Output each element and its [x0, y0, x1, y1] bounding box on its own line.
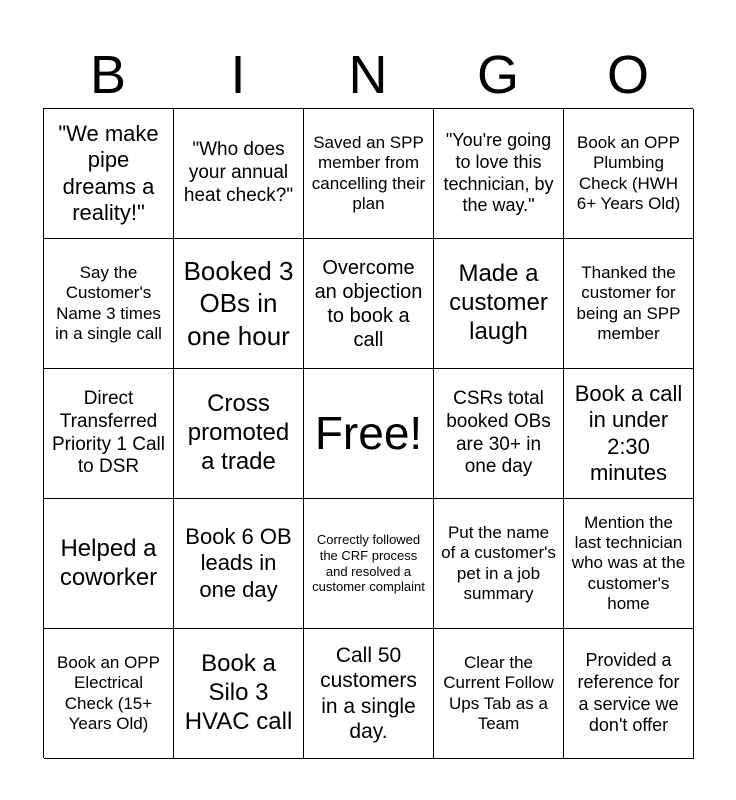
cell-text: Book a call in under 2:30 minutes — [574, 380, 683, 485]
cell-text: "You're going to love this technician, by the way." — [443, 130, 554, 216]
bingo-cell[interactable] — [174, 239, 304, 369]
bingo-cell[interactable] — [434, 629, 564, 759]
cell-text: Mention the last technician who was at the customer's home — [571, 512, 686, 614]
title-letter-b: B — [89, 45, 127, 105]
bingo-cell[interactable] — [564, 239, 694, 369]
cell-text: Call 50 customers in a single day. — [320, 644, 417, 743]
cell-text: Book 6 OB leads in one day — [185, 523, 292, 602]
cell-text: "Who does your annual heat check?" — [183, 139, 294, 206]
bingo-title — [43, 42, 693, 108]
cell-text: Provided a reference for a service we don't offer — [577, 650, 680, 736]
cell-text: Thanked the customer for being an SPP member — [576, 262, 681, 343]
bingo-cell[interactable] — [304, 239, 434, 369]
bingo-cell[interactable] — [44, 369, 174, 499]
bingo-board — [43, 108, 693, 758]
free-space-label: Free! — [314, 406, 423, 459]
cell-text: Helped a coworker — [59, 534, 158, 591]
bingo-cell[interactable] — [564, 629, 694, 759]
bingo-cell[interactable] — [304, 109, 434, 239]
cell-text: Booked 3 OBs in one hour — [183, 255, 294, 351]
bingo-cell[interactable] — [304, 499, 434, 629]
bingo-cell[interactable] — [564, 109, 694, 239]
cell-text: Overcome an objection to book a call — [314, 256, 423, 351]
bingo-cell[interactable] — [44, 629, 174, 759]
cell-text: Cross promoted a trade — [187, 390, 290, 475]
cell-text: Clear the Current Follow Ups Tab as a Team — [443, 652, 554, 733]
title-letter-n: N — [348, 45, 388, 105]
bingo-cell[interactable] — [434, 369, 564, 499]
bingo-cell[interactable] — [44, 239, 174, 369]
title-letter-i: I — [230, 45, 246, 105]
bingo-cell[interactable] — [304, 629, 434, 759]
cell-text: Put the name of a customer's pet in a job summary — [441, 522, 556, 603]
cell-text: Book an OPP Electrical Check (15+ Years Old) — [56, 652, 160, 733]
bingo-cell[interactable] — [174, 499, 304, 629]
bingo-cell[interactable] — [44, 499, 174, 629]
cell-text: CSRs total booked OBs are 30+ in one day — [446, 387, 551, 478]
free-space-cell[interactable] — [304, 369, 434, 499]
bingo-cell[interactable] — [434, 499, 564, 629]
cell-text: Book a Silo 3 HVAC call — [184, 650, 293, 735]
bingo-cell[interactable] — [174, 629, 304, 759]
cell-text: Book an OPP Plumbing Check (HWH 6+ Years Old) — [576, 132, 681, 213]
cell-text: Made a customer laugh — [449, 260, 548, 345]
cell-text: Say the Customer's Name 3 times in a single call — [55, 262, 162, 343]
bingo-cell[interactable] — [174, 109, 304, 239]
cell-text: Saved an SPP member from cancelling their plan — [311, 132, 426, 213]
bingo-cell[interactable] — [174, 369, 304, 499]
cell-text: Correctly followed the CRF process and resolved a customer complaint — [312, 532, 425, 595]
cell-text: Direct Transferred Priority 1 Call to DSR — [52, 387, 165, 478]
bingo-cell[interactable] — [434, 239, 564, 369]
bingo-cell[interactable] — [564, 369, 694, 499]
bingo-cell[interactable] — [564, 499, 694, 629]
title-letter-o: O — [606, 45, 649, 105]
cell-text: "We make pipe dreams a reality!" — [58, 120, 159, 225]
bingo-cell[interactable] — [44, 109, 174, 239]
bingo-cell[interactable] — [434, 109, 564, 239]
title-letter-g: G — [476, 45, 519, 105]
